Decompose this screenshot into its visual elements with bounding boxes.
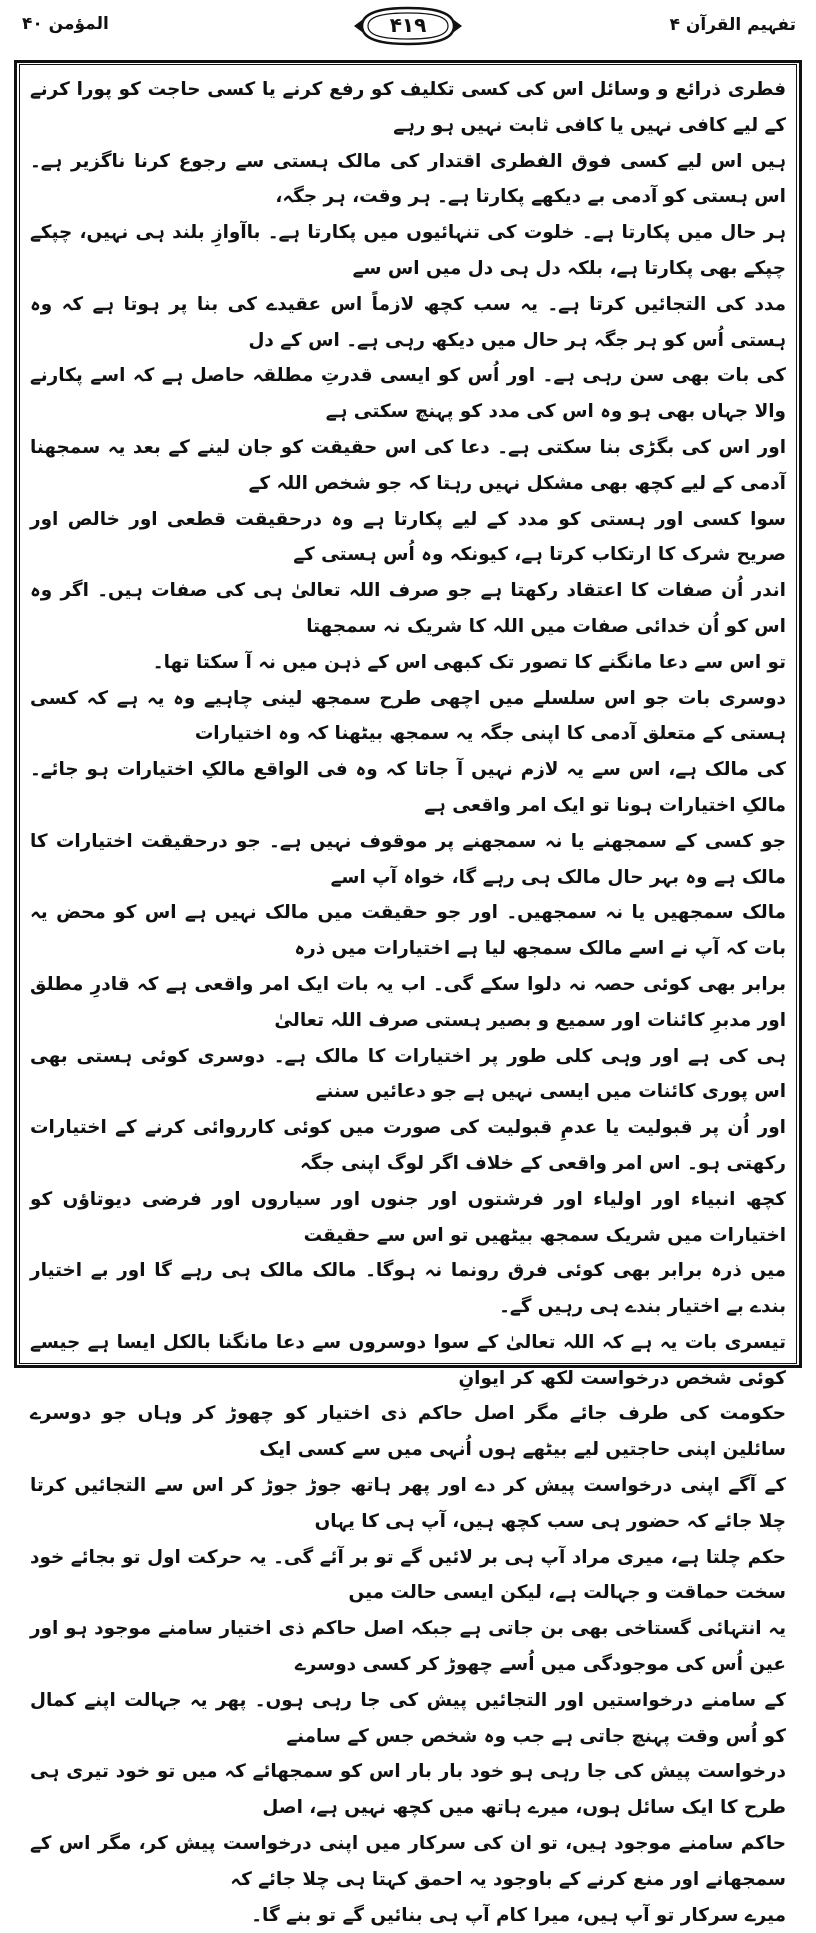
page-number: ۴۱۹ <box>389 13 427 37</box>
text-line: تیسری بات یہ ہے کہ اللہ تعالیٰ کے سوا دوسروں سے دعا مانگنا بالکل ایسا ہے جیسے کوئی شخص درخواست لکھ کر ایوانِ <box>30 1331 786 1389</box>
text-line: میں ذرہ برابر بھی کوئی فرق رونما نہ ہوگا۔ مالک مالک ہی رہے گا اور بے اختیار بندے بے اختیار بندے ہی رہیں گے۔ <box>30 1260 786 1318</box>
paragraph-1 <box>30 72 786 681</box>
text-line: اور اُن پر قبولیت یا عدمِ قبولیت کی صورت میں کوئی کارروائی کرنے کے اختیارات رکھتی ہو۔ اس امر واقعی کے خلاف اگر لوگ اپنی جگہ <box>30 1117 786 1174</box>
text-line: درخواست پیش کی جا رہی ہو خود بار بار اس کو سمجھائے کہ میں تو خود تیری ہی طرح کا ایک سائل ہوں، میرے ہاتھ میں کچھ نہیں ہے، اصل <box>30 1761 786 1819</box>
text-line: فطری ذرائع و وسائل اس کی کسی تکلیف کو رفع کرنے یا کسی حاجت کو پورا کرنے کے لیے کافی نہیں یا کافی ثابت نہیں ہو رہے <box>30 79 786 136</box>
text-line: جو کسی کے سمجھنے یا نہ سمجھنے پر موقوف نہیں ہے۔ جو درحقیقت اختیارات کا مالک ہے وہ بہر حال مالک ہی رہے گا، خواہ آپ اسے <box>30 830 786 888</box>
text-line: اندر اُن صفات کا اعتقاد رکھتا ہے جو صرف اللہ تعالیٰ ہی کی صفات ہیں۔ اگر وہ اس کو اُن خدائی صفات میں اللہ کا شریک نہ سمجھتا <box>30 580 786 637</box>
text-line: کچھ انبیاء اور اولیاء اور فرشتوں اور جنوں اور سیاروں اور فرضی دیوتاؤں کو اختیارات میں شریک سمجھ بیٹھیں تو اس سے حقیقت <box>30 1188 786 1246</box>
paragraph-3 <box>30 1325 786 1933</box>
text-line: ہیں اس لیے کسی فوق الفطری اقتدار کی مالک ہستی سے رجوع کرنا ناگزیر ہے۔ اس ہستی کو آدمی بے دیکھے پکارتا ہے۔ ہر وقت، ہر جگہ، <box>30 150 786 208</box>
text-line: اور اس کی بگڑی بنا سکتی ہے۔ دعا کی اس حقیقت کو جان لینے کے بعد یہ سمجھنا آدمی کے لیے کچھ بھی مشکل نہیں رہتا کہ جو شخص اللہ کے <box>30 436 786 494</box>
surah-label: المؤمن ۴۰ <box>22 14 109 34</box>
text-line: برابر بھی کوئی حصہ نہ دلوا سکے گی۔ اب یہ بات ایک امر واقعی ہے کہ قادرِ مطلق اور مدبرِ کائنات اور سمیع و بصیر ہستی صرف اللہ تعالیٰ <box>30 973 786 1031</box>
text-line: مالک سمجھیں یا نہ سمجھیں۔ اور جو حقیقت میں مالک نہیں ہے اس کو محض یہ بات کہ آپ نے اسے مالک سمجھ لیا ہے اختیارات میں ذرہ <box>30 902 786 960</box>
body-text <box>30 72 786 1933</box>
page-number-badge <box>352 4 464 48</box>
paragraph-2 <box>30 681 786 1325</box>
text-line: ہر حال میں پکارتا ہے۔ خلوت کی تنہائیوں میں پکارتا ہے۔ باآوازِ بلند ہی نہیں، چپکے چپکے بھی پکارتا ہے، بلکہ دل ہی دل میں اس سے <box>30 222 786 279</box>
text-line: مدد کی التجائیں کرتا ہے۔ یہ سب کچھ لازماً اس عقیدے کی بنا پر ہوتا ہے کہ وہ ہستی اُس کو ہر جگہ ہر حال میں دیکھ رہی ہے۔ اس کے دل <box>30 293 786 351</box>
text-line: حاکم سامنے موجود ہیں، تو ان کی سرکار میں اپنی درخواست پیش کر، مگر اس کے سمجھانے اور منع کرنے کے باوجود یہ احمق کہتا ہی چلا جائے کہ <box>30 1833 786 1890</box>
text-line: کی بات بھی سن رہی ہے۔ اور اُس کو ایسی قدرتِ مطلقہ حاصل ہے کہ اسے پکارنے والا جہاں بھی ہو وہ اس کی مدد کو پہنچ سکتی ہے <box>30 365 786 423</box>
text-line: کی مالک ہے، اس سے یہ لازم نہیں آ جاتا کہ وہ فی الواقع مالکِ اختیارات ہو جائے۔ مالکِ اختیارات ہونا تو ایک امر واقعی ہے <box>30 759 786 816</box>
text-line: حکومت کی طرف جائے مگر اصل حاکم ذی اختیار کو چھوڑ کر وہاں جو دوسرے سائلین اپنی حاجتیں لیے بیٹھے ہوں اُنہی میں سے کسی ایک <box>30 1403 786 1461</box>
text-line: ہی کی ہے اور وہی کلی طور پر اختیارات کا مالک ہے۔ دوسری کوئی ہستی بھی اس پوری کائنات میں ایسی نہیں ہے جو دعائیں سننے <box>30 1045 786 1103</box>
text-line: میرے سرکار تو آپ ہیں، میرا کام آپ ہی بنائیں گے تو بنے گا۔ <box>251 1904 786 1926</box>
text-line: تو اس سے دعا مانگنے کا تصور تک کبھی اس کے ذہن میں نہ آ سکتا تھا۔ <box>152 651 786 673</box>
text-line: کے سامنے درخواستیں اور التجائیں پیش کی جا رہی ہوں۔ پھر یہ جہالت اپنے کمال کو اُس وقت پہنچ جاتی ہے جب وہ شخص جس کے سامنے <box>30 1689 786 1747</box>
book-title: تفہیم القرآن ۴ <box>669 15 796 35</box>
text-line: سوا کسی اور ہستی کو مدد کے لیے پکارتا ہے وہ درحقیقت قطعی اور خالص اور صریح شرک کا ارتکاب کرتا ہے، کیونکہ وہ اُس ہستی کے <box>30 508 786 566</box>
text-line: یہ انتہائی گستاخی بھی بن جاتی ہے جبکہ اصل حاکم ذی اختیار سامنے موجود ہو اور عین اُس کی موجودگی میں اُسے چھوڑ کر کسی دوسرے <box>30 1618 786 1676</box>
text-line: حکم چلتا ہے، میری مراد آپ ہی بر لائیں گے تو بر آئے گی۔ یہ حرکت اول تو بجائے خود سخت حماقت و جہالت ہے، لیکن ایسی حالت میں <box>30 1546 786 1604</box>
page-header <box>0 0 816 58</box>
text-line: دوسری بات جو اس سلسلے میں اچھی طرح سمجھ لینی چاہیے وہ یہ ہے کہ کسی ہستی کے متعلق آدمی کا اپنی جگہ یہ سمجھ بیٹھنا کہ وہ اختیارات <box>30 687 786 745</box>
text-line: کے آگے اپنی درخواست پیش کر دے اور پھر ہاتھ جوڑ جوڑ کر اس سے التجائیں کرتا چلا جائے کہ حضور ہی سب کچھ ہیں، آپ ہی کا یہاں <box>30 1475 786 1532</box>
